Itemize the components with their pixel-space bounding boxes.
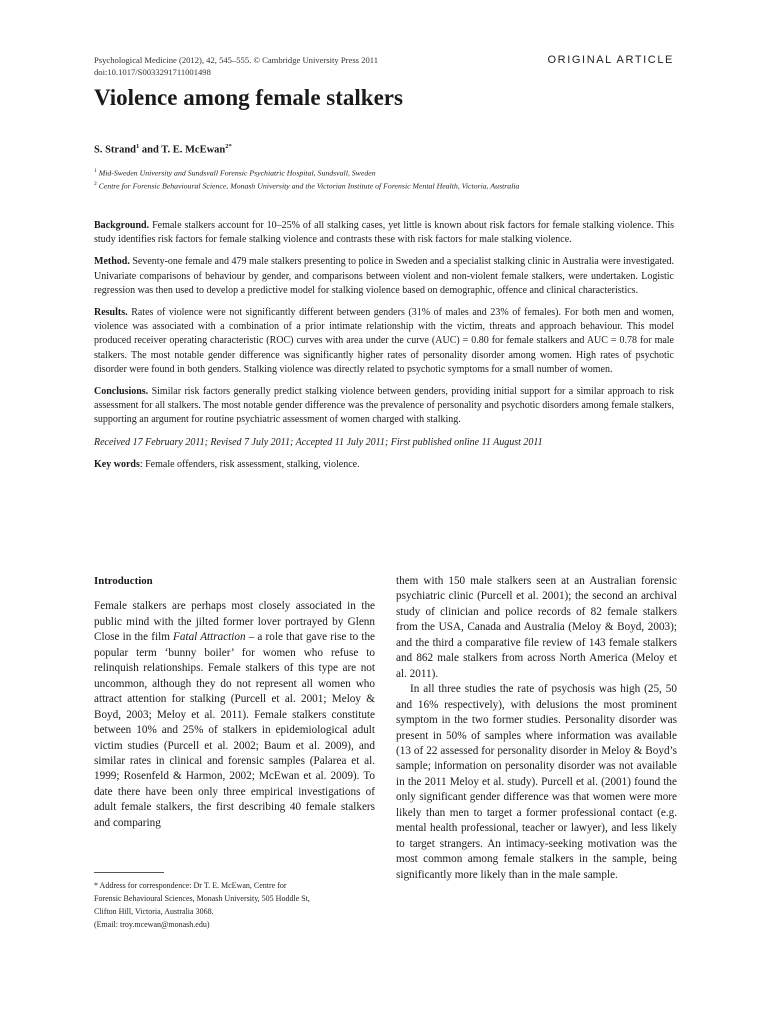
section-label: ORIGINAL ARTICLE bbox=[547, 54, 674, 66]
author-separator: and bbox=[139, 144, 162, 156]
abstract-results bbox=[94, 306, 674, 377]
correspondence-footnote bbox=[94, 879, 375, 931]
intro-paragraph-1 bbox=[94, 599, 375, 831]
abstract bbox=[94, 219, 674, 480]
method-text: Seventy-one female and 479 male stalkers presenting to police in Sweden and a specialist stalking clinic in Australia were investigated. Univariate comparisons of behaviour by gender, and comparisons between violent and non-violent female stalkers, were undertaken. Logistic regression was then used to develop a predictive model for stalking violence based on demographic, offence and clinical characteristics. bbox=[94, 256, 675, 296]
background-text: Female stalkers account for 10–25% of all stalking cases, yet little is known about risk factors for female stalking violence. This study identifies risk factors for female stalking violence and contrasts these with risk factors for male stalking violence. bbox=[94, 220, 675, 246]
conclusions-label: Conclusions. bbox=[94, 386, 149, 398]
method-label: Method. bbox=[94, 256, 130, 268]
affiliation-2-number: 2 bbox=[94, 181, 97, 187]
intro-paragraph-1-start: Female stalkers are perhaps most closely associated in the public mind with the jilted former lover portrayed by Glenn Close in the film bbox=[94, 600, 375, 644]
author-line bbox=[94, 143, 232, 156]
author-strand: S. Strand bbox=[94, 144, 137, 156]
affiliation-2 bbox=[94, 181, 519, 191]
journal-reference: Psychological Medicine (2012), 42, 545–555. © Cambridge University Press 2011 bbox=[94, 55, 379, 65]
left-column bbox=[94, 574, 375, 831]
author-mcewan: T. E. McEwan bbox=[161, 144, 226, 156]
author-strand-affil: 1 bbox=[136, 143, 140, 150]
doi: doi:10.1017/S0033291711001498 bbox=[94, 67, 211, 77]
author-mcewan-affil: 2* bbox=[225, 143, 232, 150]
right-paragraph-2: In all three studies the rate of psychosis was high (25, 50 and 16% respectively), with delusions the most prominent symptom in the two former studies. Personality disorder was present in 50% of samples where information was available (13 of 22 assessed for personality disorder in Meloy & Boyd’s sample; information on personality disorder was not available in the 2011 Meloy et al. study). Purcell et al. (2001) found the only significant gender difference was that women were more likely than men to target a former professional contact (e.g. mental health professional, teacher or lawyer), and less likely to target strangers. An intimacy-seeking motivation was the most common among female stalkers in the sample, being significantly more likely than in the male sample. bbox=[396, 683, 677, 881]
results-label: Results. bbox=[94, 307, 128, 319]
affiliation-1 bbox=[94, 168, 376, 178]
film-title: Fatal Attraction bbox=[173, 631, 246, 644]
keywords-label: Key words bbox=[94, 458, 140, 470]
affiliation-1-text: Mid-Sweden University and Sundsvall Forensic Psychiatric Hospital, Sundsvall, Sweden bbox=[96, 168, 376, 178]
footnote-line-3: Clifton Hill, Victoria, Australia 3068. bbox=[94, 907, 214, 916]
footnote-line-1: * Address for correspondence: Dr T. E. McEwan, Centre for bbox=[94, 881, 287, 890]
abstract-background bbox=[94, 219, 674, 247]
right-column bbox=[396, 574, 677, 883]
keywords-text: : Female offenders, risk assessment, stalking, violence. bbox=[139, 458, 360, 470]
keywords bbox=[94, 458, 674, 472]
publication-dates: Received 17 February 2011; Revised 7 July 2011; Accepted 11 July 2011; First published online 11 August 2011 bbox=[94, 436, 543, 448]
abstract-method bbox=[94, 255, 674, 298]
background-label: Background. bbox=[94, 220, 150, 231]
affiliation-1-number: 1 bbox=[94, 168, 97, 174]
footnote-line-2: Forensic Behavioural Sciences, Monash University, 505 Hoddle St, bbox=[94, 894, 310, 903]
affiliation-2-text: Centre for Forensic Behavioural Science, Monash University and the Victorian Institute of Forensic Mental Health, Victoria, Australia bbox=[96, 181, 520, 191]
results-text: Rates of violence were not significantly different between genders (31% of males and 23% of females). For both men and women, violence was associated with a combination of a prior intimate relationship with the victim, threats and approach behaviour. This model produced receiver operating characteristic (ROC) curves with area under the curve (AUC) = 0.80 for female stalkers and AUC = 0.78 for male stalkers. The most notable gender difference was significantly higher rates of personality disorder among women. High rates of psychotic disorder were found in both genders. Stalking violence was directly related to psychotic symptoms for a small number of women. bbox=[94, 307, 675, 375]
article-title: Violence among female stalkers bbox=[94, 85, 403, 110]
footnote-email: (Email: troy.mcewan@monash.edu) bbox=[94, 920, 210, 929]
journal-citation bbox=[94, 54, 454, 78]
introduction-heading: Introduction bbox=[94, 575, 153, 587]
footnote-rule bbox=[94, 872, 164, 873]
abstract-conclusions bbox=[94, 385, 674, 428]
conclusions-text: Similar risk factors generally predict stalking violence between genders, providing initial support for a similar approach to risk assessment for all stalkers. The most notable gender difference was the prevalence of personality and psychotic disorders among female stalkers, supporting an argument for routine psychiatric assessment of women charged with stalking. bbox=[94, 386, 674, 426]
intro-paragraph-1-end: – a role that gave rise to the popular term ‘bunny boiler’ for women who refuse to relinquish relationships. Female stalkers of this type are not uncommon, although they do not represent all women who attract attention for stalking (Purcell et al. 2001; Meloy & Boyd, 2003; Meloy et al. 2011). Female stalkers constitute between 10% and 25% of stalkers in epidemiological adult victim studies (Purcell et al. 2002; Baum et al. 2009), and similar rates in clinical and forensic samples (Palarea et al. 1999; Rosenfeld & Harmon, 2002; McEwan et al. 2009). To date there have been only three empirical investigations of adult female stalkers, the first describing 40 female stalkers and comparing bbox=[94, 631, 376, 829]
right-paragraph-1: them with 150 male stalkers seen at an Australian forensic psychiatric clinic (Purcell et al. 2001); the second an archival study of clinician and police records of 82 female stalkers from the USA, Canada and Australia (Meloy & Boyd, 2003); and the third a comparative file review of 143 female stalkers and 862 male stalkers from across North America (Meloy et al. 2011). bbox=[396, 575, 677, 680]
